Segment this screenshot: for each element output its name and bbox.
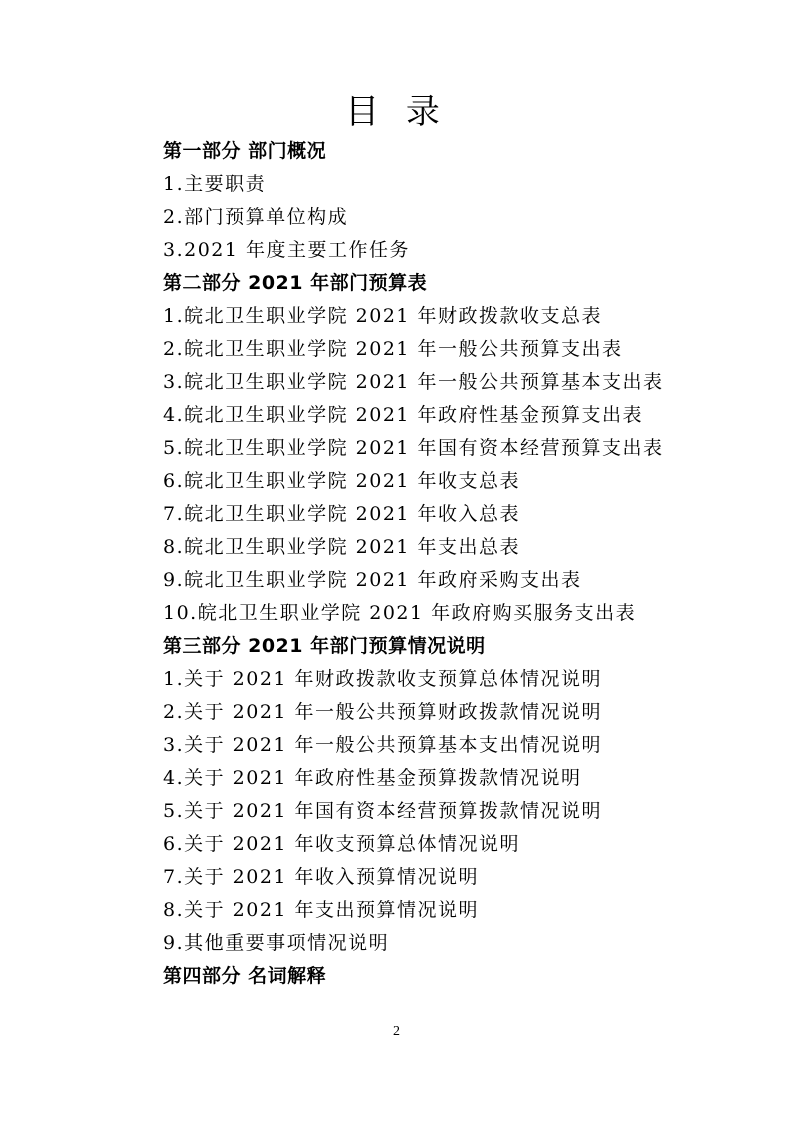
toc-item: 9.其他重要事项情况说明	[163, 932, 390, 954]
section-heading-4: 第四部分 名词解释	[163, 965, 327, 987]
toc-item: 2.皖北卫生职业学院 2021 年一般公共预算支出表	[163, 338, 623, 360]
toc-item: 2.部门预算单位构成	[163, 206, 349, 228]
toc-item: 10.皖北卫生职业学院 2021 年政府购买服务支出表	[163, 602, 637, 624]
toc-item: 9.皖北卫生职业学院 2021 年政府采购支出表	[163, 569, 582, 591]
toc-title: 目 录	[345, 92, 448, 132]
toc-item: 1.主要职责	[163, 173, 267, 195]
toc-item: 1.关于 2021 年财政拨款收支预算总体情况说明	[163, 668, 603, 690]
toc-item: 3.2021 年度主要工作任务	[163, 239, 411, 261]
toc-item: 3.关于 2021 年一般公共预算基本支出情况说明	[163, 734, 603, 756]
toc-item: 4.皖北卫生职业学院 2021 年政府性基金预算支出表	[163, 404, 644, 426]
toc-item: 6.皖北卫生职业学院 2021 年收支总表	[163, 470, 521, 492]
toc-item: 1.皖北卫生职业学院 2021 年财政拨款收支总表	[163, 305, 603, 327]
page-number: 2	[393, 1024, 400, 1039]
section-heading-1: 第一部分 部门概况	[163, 140, 327, 162]
toc-item: 3.皖北卫生职业学院 2021 年一般公共预算基本支出表	[163, 371, 664, 393]
toc-item: 2.关于 2021 年一般公共预算财政拨款情况说明	[163, 701, 603, 723]
section-heading-3: 第三部分 2021 年部门预算情况说明	[163, 635, 486, 657]
toc-item: 5.皖北卫生职业学院 2021 年国有资本经营预算支出表	[163, 437, 664, 459]
section-heading-2: 第二部分 2021 年部门预算表	[163, 272, 428, 294]
toc-item: 5.关于 2021 年国有资本经营预算拨款情况说明	[163, 800, 603, 822]
toc-item: 4.关于 2021 年政府性基金预算拨款情况说明	[163, 767, 582, 789]
toc-item: 7.关于 2021 年收入预算情况说明	[163, 866, 480, 888]
toc-item: 6.关于 2021 年收支预算总体情况说明	[163, 833, 521, 855]
toc-item: 8.皖北卫生职业学院 2021 年支出总表	[163, 536, 521, 558]
toc-item: 7.皖北卫生职业学院 2021 年收入总表	[163, 503, 521, 525]
toc-item: 8.关于 2021 年支出预算情况说明	[163, 899, 480, 921]
